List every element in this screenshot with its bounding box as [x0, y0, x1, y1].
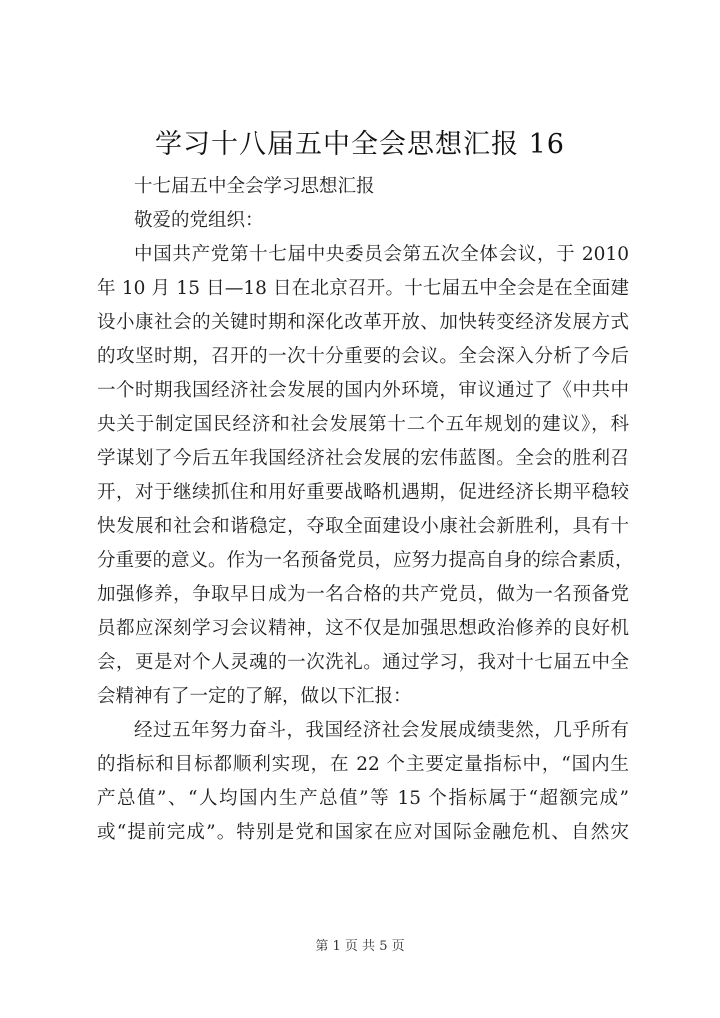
paragraph-line: 学谋划了今后五年我国经济社会发展的宏伟蓝图。全会的胜利召: [97, 448, 629, 469]
paragraph-line: 加强修养，争取早日成为一名合格的共产党员，做为一名预备党: [97, 584, 629, 605]
paragraph-line: 一个时期我国经济社会发展的国内外环境，审议通过了《中共中: [97, 380, 629, 401]
page-indicator: 第 1 页 共 5 页: [315, 939, 405, 954]
paragraph-line: 敬爱的党组织：: [134, 210, 264, 231]
paragraph-line: 员都应深刻学习会议精神，这不仅是加强思想政治修养的良好机: [97, 618, 629, 639]
paragraph-line: 央关于制定国民经济和社会发展第十二个五年规划的建议》，科: [97, 414, 629, 435]
paragraph-line: 会，更是对个人灵魂的一次洗礼。通过学习，我对十七届五中全: [97, 652, 629, 673]
paragraph-line: 或“提前完成”。特别是党和国家在应对国际金融危机、自然灾: [97, 822, 629, 843]
paragraph-line: 设小康社会的关键时期和深化改革开放、加快转变经济发展方式: [97, 312, 629, 333]
paragraph-line: 快发展和社会和谐稳定，夺取全面建设小康社会新胜利，具有十: [97, 516, 629, 537]
paragraph-line: 分重要的意义。作为一名预备党员，应努力提高自身的综合素质，: [97, 550, 634, 571]
paragraph-line: 开，对于继续抓住和用好重要战略机遇期，促进经济长期平稳较: [97, 482, 629, 503]
paragraph-line: 会精神有了一定的了解，做以下汇报：: [97, 686, 412, 707]
paragraph-line: 年 10 月 15 日—18 日在北京召开。十七届五中全会是在全面建: [97, 278, 629, 299]
paragraph-line: 的指标和目标都顺利实现，在 22 个主要定量指标中，“国内生: [97, 754, 629, 775]
paragraph-line: 的攻坚时期，召开的一次十分重要的会议。全会深入分析了今后: [97, 346, 629, 367]
paragraph-line: 产总值”、“人均国内生产总值”等 15 个指标属于“超额完成”: [97, 788, 629, 809]
paragraph-line: 中国共产党第十七届中央委员会第五次全体会议，于 2010: [134, 244, 629, 265]
document-title: 学习十八届五中全会思想汇报 16: [155, 129, 565, 160]
paragraph-line: 十七届五中全会学习思想汇报: [134, 176, 375, 197]
paragraph-line: 经过五年努力奋斗，我国经济社会发展成绩斐然，几乎所有: [134, 720, 629, 741]
